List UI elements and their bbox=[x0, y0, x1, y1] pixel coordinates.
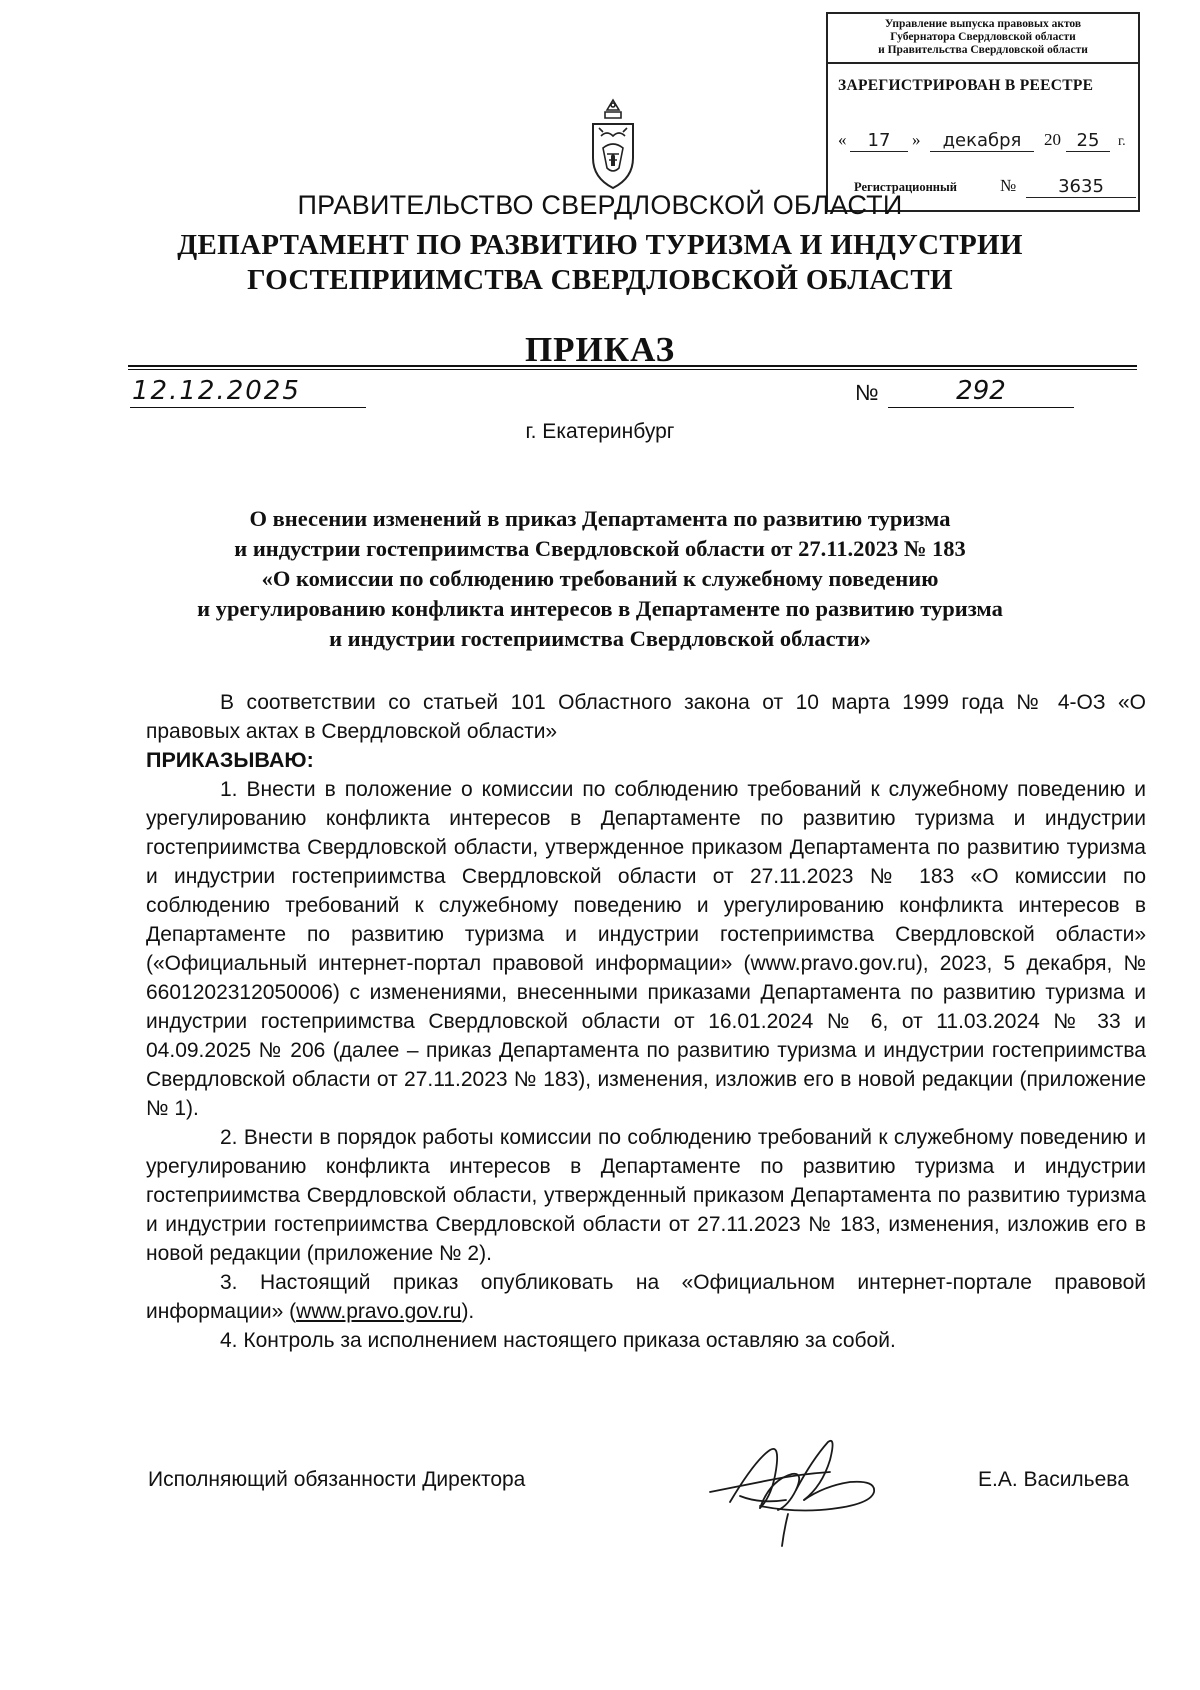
department-name-line1: ДЕПАРТАМЕНТ ПО РАЗВИТИЮ ТУРИЗМА И ИНДУСТРИИ bbox=[177, 229, 1023, 261]
order-item-3-text: 3. Настоящий приказ опубликовать на «Официальном интернет-портале правовой информации» ( bbox=[146, 1271, 1146, 1323]
document-title bbox=[0, 504, 1200, 654]
stamp-header-line3: и Правительства Свердловской области bbox=[878, 44, 1088, 56]
document-title-line: и урегулированию конфликта интересов в Департаменте по развитию туризма bbox=[197, 596, 1003, 621]
department-name-line2: ГОСТЕПРИИМСТВА СВЕРДЛОВСКОЙ ОБЛАСТИ bbox=[247, 264, 953, 296]
pravo-link[interactable]: www.pravo.gov.ru bbox=[296, 1300, 462, 1323]
stamp-quote-open: « bbox=[838, 130, 847, 149]
stamp-date bbox=[838, 130, 1138, 156]
document-title-line: и индустрии гостеприимства Свердловской области от 27.11.2023 № 183 bbox=[234, 536, 966, 561]
handwritten-signature bbox=[700, 1430, 890, 1550]
government-name: ПРАВИТЕЛЬСТВО СВЕРДЛОВСКОЙ ОБЛАСТИ bbox=[297, 190, 903, 220]
document-type-title: ПРИКАЗ bbox=[524, 330, 676, 369]
header-divider-thin bbox=[128, 369, 1137, 370]
stamp-year-suffix: 25 bbox=[1066, 130, 1110, 152]
city: г. Екатеринбург bbox=[525, 420, 675, 443]
document-body bbox=[146, 688, 1146, 1355]
signatory-name: Е.А. Васильева bbox=[978, 1468, 1129, 1491]
order-word: ПРИКАЗЫВАЮ: bbox=[146, 748, 314, 772]
stamp-year-prefix: 20 bbox=[1044, 130, 1061, 149]
coat-of-arms-icon bbox=[587, 96, 639, 192]
stamp-day: 17 bbox=[850, 130, 908, 152]
registry-stamp bbox=[826, 12, 1140, 212]
order-item-3-end: ). bbox=[461, 1300, 475, 1323]
stamp-year-mark: г. bbox=[1118, 134, 1126, 149]
document-title-line: О внесении изменений в приказ Департамента по развитию туризма bbox=[249, 506, 951, 531]
order-date: 12.12.2025 bbox=[130, 376, 366, 408]
stamp-reg-number: 3635 bbox=[1026, 176, 1136, 198]
stamp-header-line1: Управление выпуска правовых актов bbox=[884, 18, 1082, 30]
stamp-header bbox=[828, 14, 1138, 64]
stamp-header-line2: Губернатора Свердловской области bbox=[890, 31, 1076, 43]
stamp-reg-label: Регистрационный bbox=[854, 180, 957, 194]
order-number-sign: № bbox=[855, 380, 879, 405]
document-title-line: и индустрии гостеприимства Свердловской области» bbox=[329, 626, 871, 651]
signatory-position: Исполняющий обязанности Директора bbox=[148, 1468, 526, 1491]
order-item-4: 4. Контроль за исполнением настоящего приказа оставляю за собой. bbox=[220, 1329, 896, 1352]
order-item-3 bbox=[146, 1268, 1146, 1326]
order-number: 292 bbox=[888, 376, 1074, 408]
stamp-num-sign: № bbox=[1000, 176, 1017, 195]
header-divider-thick bbox=[128, 365, 1137, 367]
stamp-registered-label: ЗАРЕГИСТРИРОВАН В РЕЕСТРЕ bbox=[838, 77, 1094, 94]
preamble: В соответствии со статьей 101 Областного закона от 10 марта 1999 года № 4-ОЗ «О правовых актах в Свердловской области» bbox=[146, 691, 1146, 743]
order-item-2: 2. Внести в порядок работы комиссии по соблюдению требований к служебному поведению и урегулированию конфликта интересов в Департаменте по развитию туризма и индустрии гостеприимства Свердловской области, утвержденный приказом Департамента по развитию туризма и индустрии гостеприимства Свердловской области от 27.11.2023 № 183, изменения, изложив его в новой редакции (приложение № 2). bbox=[146, 1126, 1146, 1265]
order-item-1: 1. Внести в положение о комиссии по соблюдению требований к служебному поведению и урегулированию конфликта интересов в Департаменте по развитию туризма и индустрии гостеприимства Свердловской области, утвержденное приказом Департамента по развитию туризма и индустрии гостеприимства Свердловской области от 27.11.2023 № 183 «О комиссии по соблюдению требований к служебному поведению и урегулированию конфликта интересов в Департаменте по развитию туризма и индустрии гостеприимства Свердловской области» («Официальный интернет-портал правовой информации» (www.pravo.gov.ru), 2023, 5 декабря, № 6601202312050006) с изменениями, внесенными приказами Департамента по развитию туризма и индустрии гостеприимства Свердловской области от 16.01.2024 № 6, от 11.03.2024 № 33 и 04.09.2025 № 206 (далее – приказ Департамента по развитию туризма и индустрии гостеприимства Свердловской области от 27.11.2023 № 183), изменения, изложив его в новой редакции (приложение № 1). bbox=[146, 778, 1146, 1120]
document-title-line: «О комиссии по соблюдению требований к служебному поведению bbox=[261, 566, 939, 591]
stamp-quote-close: » bbox=[912, 130, 921, 149]
stamp-month: декабря bbox=[930, 130, 1034, 152]
